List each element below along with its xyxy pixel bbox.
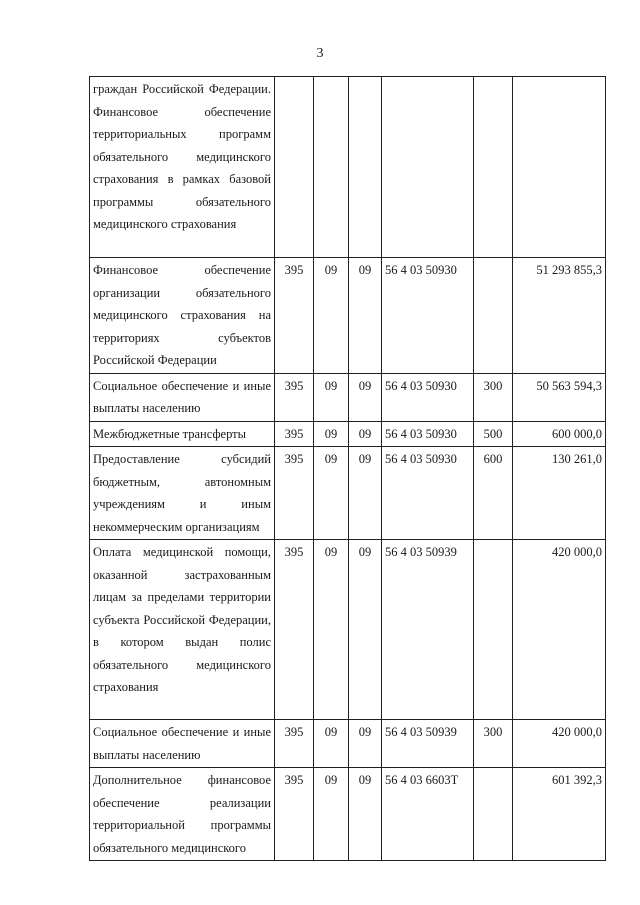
table-row: [90, 768, 606, 861]
page-number: 3: [316, 46, 324, 61]
amount: [513, 77, 606, 258]
ministry-code: 395: [275, 447, 314, 540]
row-description: Социальное обеспечение и иные выплаты населению: [90, 720, 275, 768]
table-row: [90, 373, 606, 421]
ministry-code: 395: [275, 540, 314, 720]
amount: 420 000,0: [513, 540, 606, 720]
amount: 600 000,0: [513, 421, 606, 447]
target-article: 56 4 03 50930: [382, 258, 474, 374]
amount: 601 392,3: [513, 768, 606, 861]
subsection-code: 09: [349, 447, 382, 540]
table-row: [90, 540, 606, 720]
row-description: Межбюджетные трансферты: [90, 421, 275, 447]
row-description: Социальное обеспечение и иные выплаты населению: [90, 373, 275, 421]
target-article: 56 4 03 6603Т: [382, 768, 474, 861]
subsection-code: 09: [349, 258, 382, 374]
row-description: Дополнительное финансовое обеспечение реализации территориальной программы обязательного медицинского: [90, 768, 275, 861]
ministry-code: 395: [275, 720, 314, 768]
amount: 51 293 855,3: [513, 258, 606, 374]
expense-type: 500: [474, 421, 513, 447]
section-code: 09: [314, 373, 349, 421]
ministry-code: 395: [275, 421, 314, 447]
ministry-code: 395: [275, 258, 314, 374]
expense-type: 300: [474, 720, 513, 768]
target-article: 56 4 03 50939: [382, 720, 474, 768]
row-description: Предоставление субсидий бюджетным, автономным учреждениям и иным некоммерческим организациям: [90, 447, 275, 540]
subsection-code: 09: [349, 421, 382, 447]
amount: 50 563 594,3: [513, 373, 606, 421]
section-code: 09: [314, 768, 349, 861]
table-row: [90, 77, 606, 258]
expense-type: [474, 77, 513, 258]
subsection-code: 09: [349, 373, 382, 421]
section-code: [314, 77, 349, 258]
amount: 420 000,0: [513, 720, 606, 768]
ministry-code: [275, 77, 314, 258]
ministry-code: 395: [275, 768, 314, 861]
subsection-code: [349, 77, 382, 258]
target-article: 56 4 03 50930: [382, 421, 474, 447]
subsection-code: 09: [349, 768, 382, 861]
expense-type: [474, 258, 513, 374]
ministry-code: 395: [275, 373, 314, 421]
target-article: 56 4 03 50939: [382, 540, 474, 720]
table-row: [90, 421, 606, 447]
table-row: [90, 258, 606, 374]
section-code: 09: [314, 421, 349, 447]
section-code: 09: [314, 540, 349, 720]
table-row: [90, 447, 606, 540]
amount: 130 261,0: [513, 447, 606, 540]
target-article: 56 4 03 50930: [382, 447, 474, 540]
section-code: 09: [314, 720, 349, 768]
budget-table: [89, 76, 606, 861]
target-article: [382, 77, 474, 258]
section-code: 09: [314, 447, 349, 540]
section-code: 09: [314, 258, 349, 374]
expense-type: [474, 768, 513, 861]
subsection-code: 09: [349, 720, 382, 768]
target-article: 56 4 03 50930: [382, 373, 474, 421]
expense-type: 600: [474, 447, 513, 540]
table-row: [90, 720, 606, 768]
expense-type: [474, 540, 513, 720]
expense-type: 300: [474, 373, 513, 421]
row-description: Финансовое обеспечение организации обязательного медицинского страхования на территориях субъектов Российской Федерации: [90, 258, 275, 374]
row-description: граждан Российской Федерации. Финансовое обеспечение территориальных программ обязательного медицинского страхования в рамках базовой программы обязательного медицинского страхования: [90, 77, 275, 258]
subsection-code: 09: [349, 540, 382, 720]
row-description: Оплата медицинской помощи, оказанной застрахованным лицам за пределами территории субъекта Российской Федерации, в котором выдан полис обязательного медицинского страхования: [90, 540, 275, 720]
